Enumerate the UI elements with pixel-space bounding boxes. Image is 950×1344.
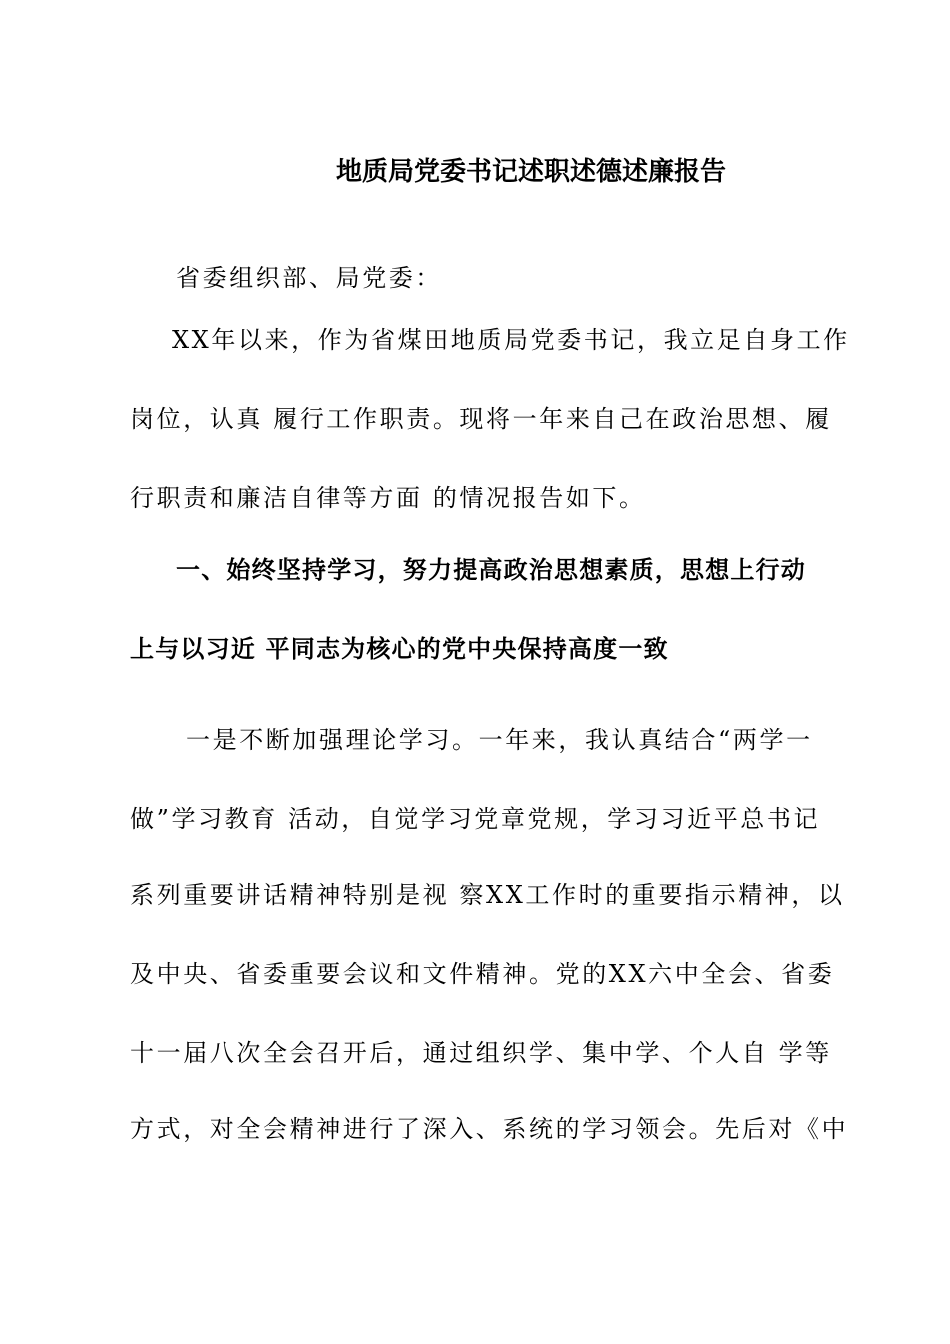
paragraph-line: 岗位，认真 履行工作职责。现将一年来自己在政治思想、履 — [130, 405, 832, 433]
paragraph-line: 及中央、省委重要会议和文件精神。党的XX六中全会、省委 — [130, 960, 835, 988]
paragraph-line: 系列重要讲话精神特别是视 察XX工作时的重要指示精神，以 — [130, 881, 845, 909]
paragraph-line: 行职责和廉洁自律等方面 的情况报告如下。 — [130, 484, 646, 512]
salutation: 省委组织部、局党委： — [176, 264, 442, 292]
paragraph-line: XX年以来，作为省煤田地质局党委书记，我立足自身工作 — [172, 326, 850, 354]
document-title: 地质局党委书记述职述德述廉报告 — [336, 157, 727, 187]
paragraph-line: 做”学习教育 活动，自觉学习党章党规，学习习近平总书记 — [130, 805, 821, 833]
paragraph-line: 十一届八次全会召开后，通过组织学、集中学、个人自 学等 — [130, 1039, 832, 1067]
paragraph-line: 一是不断加强理论学习。一年来，我认真结合“两学一 — [186, 726, 813, 754]
section-heading-line: 一、始终坚持学习，努力提高政治思想素质，思想上行动 — [176, 556, 806, 584]
paragraph-line: 方式，对全会精神进行了深入、系统的学习领会。先后对《中 — [130, 1115, 849, 1143]
section-heading-line: 上与以习近 平同志为核心的党中央保持高度一致 — [130, 635, 669, 663]
